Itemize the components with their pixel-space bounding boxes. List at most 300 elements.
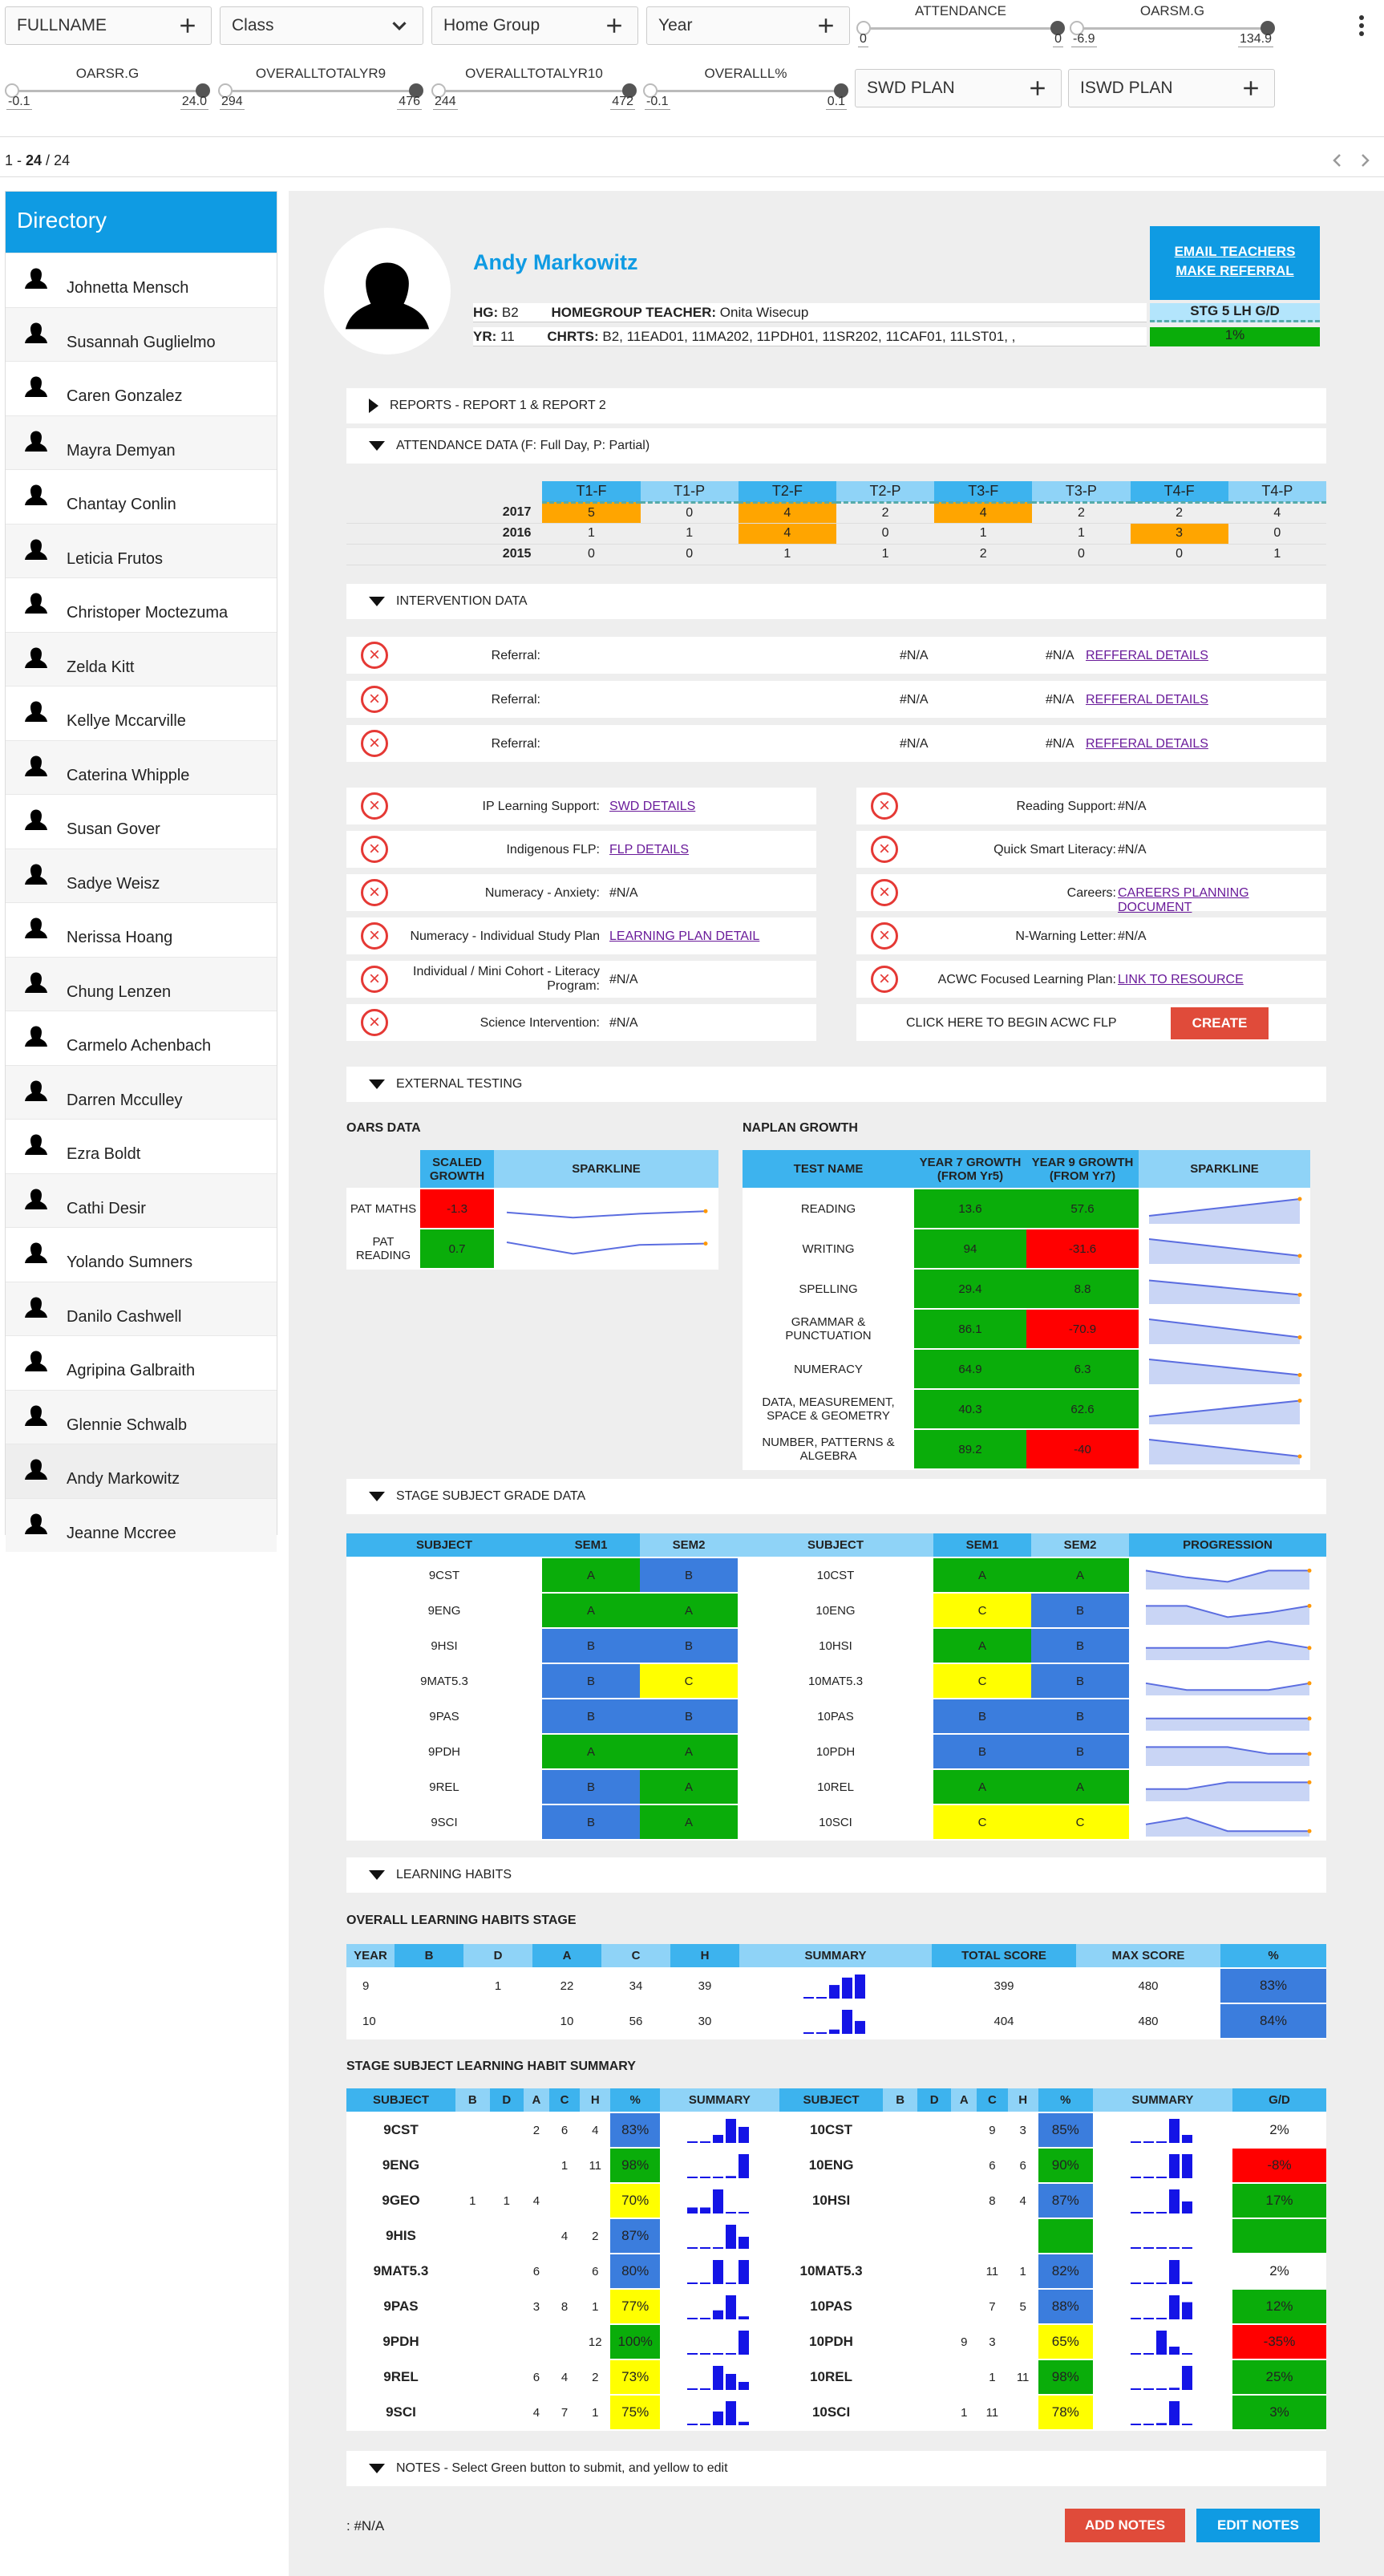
habits-overall-row: 10 10 56 30 404 480 84%	[346, 2003, 1326, 2039]
caret-down-icon	[369, 1492, 385, 1501]
person-icon	[20, 642, 52, 674]
naplan-table: TEST NAME YEAR 7 GROWTH (FROM Yr5) YEAR 9 GROWTH (FROM Yr7) SPARKLINE READING 13.6 57.6 WRITING 94 -31.6 SPELLING 29.4 8.8 GRAMMAR & PUNCTUATION 86.1 -70.9 NUMERACY 64.9 6.3 DATA, MEASUREMENT, SPACE & GEOMETRY 40.3 62.6 NUMBER, PATTERNS & ALGEBRA 89.2 -40	[743, 1150, 1310, 1470]
person-icon	[20, 1346, 52, 1378]
oarsr-slider[interactable]: OARSR.G -0.1 24.0	[5, 66, 210, 122]
summary-bar	[1131, 2141, 1141, 2143]
attendance-cell: 1	[739, 544, 836, 565]
naplan-row: NUMERACY 64.9 6.3	[743, 1349, 1310, 1389]
summary-bar	[726, 2225, 736, 2249]
summary-chart	[1131, 2153, 1195, 2178]
habits-subject-row: 9CST 2 6 4 83% 10CST 9 3 85% 2%	[346, 2112, 1326, 2148]
summary-bar	[1143, 2424, 1154, 2425]
summary-bar	[1169, 2154, 1180, 2178]
directory-item[interactable]: Carmelo Achenbach	[6, 1011, 277, 1065]
close-circle-icon: ×	[871, 792, 898, 820]
summary-bar	[855, 1975, 865, 1999]
person-icon	[20, 696, 52, 728]
summary-bar	[700, 2353, 710, 2355]
summary-bar	[726, 2295, 736, 2319]
directory-item[interactable]: Jeanne Mccree	[6, 1498, 277, 1553]
summary-bar	[687, 2353, 698, 2355]
close-circle-icon: ×	[361, 922, 388, 950]
summary-bar	[1143, 2353, 1154, 2355]
close-circle-icon: ×	[361, 792, 388, 820]
attendance-cell: 0	[1228, 523, 1326, 544]
attendance-table: T1-F T1-P T2-F T2-P T3-F T3-P T4-F T4-P 2017 5 0 4 2 4 2 2 4 2016 1 1 4 0 1 1 3 0 2015 0 0 1 1 2 0 0 1	[346, 481, 1326, 565]
attendance-section-toggle[interactable]: ATTENDANCE DATA (F: Full Day, P: Partial)	[346, 428, 1326, 464]
directory-item[interactable]: Susan Gover	[6, 794, 277, 849]
support-link[interactable]: SWD DETAILS	[609, 800, 696, 813]
summary-bar	[726, 2119, 736, 2143]
directory-panel	[5, 191, 277, 1542]
attendance-row: 2016 1 1 4 0 1 1 3 0	[346, 523, 1326, 544]
chevron-down-icon	[387, 14, 411, 38]
person-icon	[20, 967, 52, 999]
support-row: × Careers: CAREERS PLANNING DOCUMENT	[856, 874, 1326, 911]
summary-bar	[726, 2353, 736, 2355]
intervention-section-toggle[interactable]: INTERVENTION DATA	[346, 584, 1326, 619]
grade-row: 9REL B A 10REL A A	[346, 1769, 1326, 1804]
person-icon	[20, 1184, 52, 1216]
summary-bar	[739, 2422, 749, 2425]
summary-bar	[700, 2388, 710, 2390]
oars-table: SCALED GROWTH SPARKLINE PAT MATHS -1.3 PAT READING 0.7	[346, 1150, 718, 1270]
directory-item[interactable]: Agripina Galbraith	[6, 1335, 277, 1390]
summary-chart	[803, 2008, 868, 2034]
summary-bar	[739, 2237, 749, 2249]
student-name: Andy Markowitz	[473, 250, 638, 274]
summary-bar	[700, 2247, 710, 2249]
edit-notes-button[interactable]: EDIT NOTES	[1196, 2509, 1320, 2542]
grade-row: 9ENG A A 10ENG C B	[346, 1593, 1326, 1628]
create-acwc-button[interactable]: CREATE	[1171, 1007, 1269, 1039]
summary-bar	[1169, 2119, 1180, 2143]
summary-chart	[1131, 2329, 1195, 2355]
summary-bar	[1182, 2154, 1192, 2178]
directory-item[interactable]: Kellye Mccarville	[6, 686, 277, 740]
external-section-toggle[interactable]: EXTERNAL TESTING	[346, 1067, 1326, 1102]
sparkline	[1141, 1561, 1314, 1590]
oarsm-slider[interactable]: OARSM.G -6.9 134.9	[1070, 3, 1275, 59]
stage-grade-section-toggle[interactable]: STAGE SUBJECT GRADE DATA	[346, 1479, 1326, 1514]
attendance-cell: 4	[1228, 502, 1326, 523]
sparkline	[502, 1233, 710, 1265]
summary-chart	[687, 2223, 751, 2249]
close-circle-icon: ×	[361, 642, 388, 669]
directory-title: Directory	[6, 192, 277, 253]
summary-bar	[687, 2247, 698, 2249]
summary-bar	[1169, 2388, 1180, 2390]
summary-bar	[829, 1985, 840, 1999]
iswd-plan-filter[interactable]: ISWD PLAN	[1068, 69, 1275, 107]
caret-right-icon	[369, 399, 378, 413]
summary-bar	[687, 2388, 698, 2390]
summary-bar	[726, 2176, 736, 2178]
stage-badge: STG 5 LH G/D	[1150, 303, 1320, 322]
reports-section-toggle[interactable]: REPORTS - REPORT 1 & REPORT 2	[346, 388, 1326, 423]
directory-item[interactable]: Zelda Kitt	[6, 632, 277, 687]
directory-item[interactable]: Susannah Guglielmo	[6, 307, 277, 362]
close-circle-icon: ×	[361, 686, 388, 713]
fullname-filter[interactable]: FULLNAME	[5, 6, 212, 45]
oars-title: OARS DATA	[346, 1121, 421, 1135]
naplan-row: DATA, MEASUREMENT, SPACE & GEOMETRY 40.3 62.6	[743, 1389, 1310, 1429]
attendance-cell: 0	[1032, 544, 1130, 565]
directory-item[interactable]: Cathi Desir	[6, 1173, 277, 1228]
summary-bar	[1169, 2401, 1180, 2425]
attendance-row: 2015 0 0 1 1 2 0 0 1	[346, 544, 1326, 565]
summary-bar	[726, 2401, 736, 2425]
student-hg-row: HG: B2 HOMEGROUP TEACHER: Onita Wisecup	[473, 303, 1147, 322]
summary-bar	[829, 2030, 840, 2034]
directory-item[interactable]: Mayra Demyan	[6, 415, 277, 470]
summary-bar	[1182, 2201, 1192, 2213]
referral-details-link[interactable]: REFFERAL DETAILS	[1086, 737, 1208, 751]
summary-bar	[739, 2212, 749, 2213]
summary-bar	[1143, 2212, 1154, 2213]
naplan-row: READING 13.6 57.6	[743, 1189, 1310, 1229]
summary-bar	[1182, 2424, 1192, 2425]
summary-bar	[842, 1978, 852, 1999]
oars-row: PAT READING 0.7	[346, 1229, 718, 1269]
chevron-right-icon[interactable]	[1355, 151, 1374, 170]
support-link[interactable]: LEARNING PLAN DETAIL	[609, 930, 760, 943]
caret-down-icon	[369, 1870, 385, 1880]
close-circle-icon: ×	[361, 1009, 388, 1036]
attendance-cell: 0	[641, 544, 739, 565]
summary-chart	[687, 2294, 751, 2319]
summary-bar	[1131, 2282, 1141, 2284]
plus-icon	[602, 14, 626, 38]
habits-overall-row: 9 1 22 34 39 399 480 83%	[346, 1968, 1326, 2003]
summary-bar	[687, 2318, 698, 2319]
summary-bar	[1169, 2189, 1180, 2213]
summary-chart	[687, 2329, 751, 2355]
summary-bar	[739, 2154, 749, 2178]
support-link[interactable]: FLP DETAILS	[609, 843, 689, 857]
plus-icon	[176, 14, 200, 38]
summary-bar	[1182, 2247, 1192, 2249]
summary-chart	[1131, 2223, 1195, 2249]
year-filter[interactable]: Year	[646, 6, 850, 45]
attendance-cell: 4	[934, 502, 1032, 523]
directory-item[interactable]: Yolando Sumners	[6, 1227, 277, 1282]
sparkline	[1141, 1808, 1314, 1837]
summary-bar	[687, 2424, 698, 2425]
referral-row: × Referral: #N/A #N/A REFFERAL DETAILS	[346, 681, 1326, 718]
attendance-cell: 1	[934, 523, 1032, 544]
email-referral-button[interactable]: EMAIL TEACHERS MAKE REFERRAL	[1150, 226, 1320, 300]
overall-y10-slider[interactable]: OVERALLTOTALYR10 244 472	[431, 66, 637, 122]
attendance-cell: 0	[1131, 544, 1228, 565]
close-circle-icon: ×	[361, 966, 388, 993]
add-notes-button[interactable]: ADD NOTES	[1065, 2509, 1185, 2542]
attendance-cell: 2	[934, 544, 1032, 565]
summary-chart	[687, 2117, 751, 2143]
habits-subject-row: 9MAT5.3 6 6 80% 10MAT5.3 11 1 82% 2%	[346, 2254, 1326, 2289]
caret-down-icon	[369, 441, 385, 451]
sparkline	[502, 1193, 710, 1225]
summary-bar	[1156, 2388, 1167, 2390]
directory-item[interactable]: Chung Lenzen	[6, 957, 277, 1011]
summary-bar	[803, 1997, 814, 1999]
summary-bar	[1143, 2177, 1154, 2178]
naplan-row: NUMBER, PATTERNS & ALGEBRA 89.2 -40	[743, 1429, 1310, 1469]
sparkline	[1141, 1737, 1314, 1766]
support-row: × IP Learning Support: SWD DETAILS	[346, 788, 816, 824]
summary-bar	[726, 2282, 736, 2284]
close-circle-icon: ×	[871, 879, 898, 906]
summary-bar	[1169, 2295, 1180, 2319]
summary-bar	[700, 2318, 710, 2319]
plus-icon	[1026, 76, 1050, 100]
person-icon	[20, 913, 52, 945]
attendance-cell: 4	[739, 502, 836, 523]
summary-bar	[842, 2010, 852, 2034]
directory-item[interactable]: Nerissa Hoang	[6, 902, 277, 957]
naplan-row: SPELLING 29.4 8.8	[743, 1269, 1310, 1309]
support-row: × Numeracy - Anxiety: #N/A	[346, 874, 816, 911]
summary-bar	[816, 2032, 827, 2034]
chevron-left-icon[interactable]	[1328, 151, 1347, 170]
support-row: × Numeracy - Individual Study Plan LEARNING PLAN DETAIL	[346, 917, 816, 954]
person-icon	[20, 1021, 52, 1053]
summary-bar	[1143, 2247, 1154, 2249]
summary-bar	[687, 2208, 698, 2214]
support-row: × N-Warning Letter: #N/A	[856, 917, 1326, 954]
person-icon	[20, 480, 52, 512]
support-row: × ACWC Focused Learning Plan: LINK TO RESOURCE	[856, 961, 1326, 998]
summary-bar	[855, 2021, 865, 2034]
summary-bar	[1156, 2141, 1167, 2143]
summary-chart	[687, 2364, 751, 2390]
summary-bar	[1182, 2135, 1192, 2143]
sparkline	[1141, 1631, 1314, 1660]
student-yr-row: YR: 11 CHRTS: B2, 11EAD01, 11MA202, 11PDH01, 11SR202, 11CAF01, 11LST01, ,	[473, 327, 1147, 346]
summary-bar	[1143, 2388, 1154, 2390]
summary-bar	[1131, 2212, 1141, 2213]
attendance-cell: 1	[542, 523, 640, 544]
swd-plan-filter[interactable]: SWD PLAN	[855, 69, 1062, 107]
attendance-cell: 2	[836, 502, 934, 523]
summary-bar	[1131, 2177, 1141, 2178]
referral-details-link[interactable]: REFFERAL DETAILS	[1086, 693, 1208, 707]
plus-icon	[1239, 76, 1263, 100]
summary-chart	[1131, 2400, 1195, 2425]
summary-chart	[687, 2153, 751, 2178]
habits-subject-row: 9REL 6 4 2 73% 10REL 1 11 98% 25%	[346, 2359, 1326, 2395]
attendance-cell: 4	[739, 523, 836, 544]
attendance-cell: 5	[542, 502, 640, 523]
overall-y9-slider[interactable]: OVERALLTOTALYR9 294 476	[218, 66, 423, 122]
summary-bar	[739, 2382, 749, 2390]
summary-bar	[713, 2135, 723, 2143]
close-circle-icon: ×	[871, 836, 898, 863]
directory-item[interactable]: Caren Gonzalez	[6, 361, 277, 415]
summary-bar	[1169, 2347, 1180, 2355]
close-circle-icon: ×	[361, 836, 388, 863]
summary-bar	[1131, 2247, 1141, 2249]
attendance-cell: 1	[641, 523, 739, 544]
support-row: × Indigenous FLP: FLP DETAILS	[346, 831, 816, 868]
grade-row: 9PDH A A 10PDH B B	[346, 1734, 1326, 1769]
summary-bar	[1182, 2366, 1192, 2390]
grade-row: 9SCI B A 10SCI C C	[346, 1804, 1326, 1840]
summary-bar	[700, 2424, 710, 2425]
class-filter[interactable]: Class	[220, 6, 423, 45]
attendance-cell: 3	[1131, 523, 1228, 544]
pager-status: 1 - 24 / 24	[5, 152, 71, 168]
attendance-cell: 2	[1032, 502, 1130, 523]
summary-bar	[739, 2331, 749, 2355]
summary-chart	[1131, 2364, 1195, 2390]
caret-down-icon	[369, 2464, 385, 2473]
acwc-row: CLICK HERE TO BEGIN ACWC FLP CREATE	[856, 1004, 1326, 1041]
naplan-row: GRAMMAR & PUNCTUATION 86.1 -70.9	[743, 1309, 1310, 1349]
person-icon	[20, 859, 52, 891]
summary-bar	[816, 1997, 827, 1999]
summary-bar	[700, 2177, 710, 2178]
attendance-cell: 1	[836, 544, 934, 565]
habits-subject-row: 9HIS 4 2 87%	[346, 2218, 1326, 2254]
directory-item[interactable]: Chantay Conlin	[6, 469, 277, 524]
directory-item[interactable]: Sadye Weisz	[6, 849, 277, 903]
overall-pct-slider[interactable]: OVERALLL% -0.1 0.1	[643, 66, 848, 122]
support-link[interactable]: LINK TO RESOURCE	[1118, 973, 1244, 986]
more-vert-icon[interactable]	[1352, 13, 1371, 38]
summary-chart	[687, 2188, 751, 2213]
person-icon	[20, 1454, 52, 1486]
summary-bar	[726, 2212, 736, 2213]
notes-text: : #N/A	[346, 2518, 385, 2533]
person-icon	[20, 1129, 52, 1161]
summary-bar	[687, 2177, 698, 2178]
grade-row: 9HSI B B 10HSI A B	[346, 1628, 1326, 1663]
summary-bar	[1156, 2331, 1167, 2355]
directory-item[interactable]: Christoper Moctezuma	[6, 577, 277, 632]
close-circle-icon: ×	[871, 966, 898, 993]
support-row: × Science Intervention: #N/A	[346, 1004, 816, 1041]
directory-item[interactable]: Glennie Schwalb	[6, 1390, 277, 1444]
directory-item[interactable]: Leticia Frutos	[6, 524, 277, 578]
support-row: × Individual / Mini Cohort - Literacy Program: #N/A	[346, 961, 816, 998]
summary-bar	[700, 2141, 710, 2143]
sparkline	[1141, 1702, 1314, 1731]
summary-bar	[1156, 2423, 1167, 2425]
summary-bar	[1182, 2303, 1192, 2319]
habits-subject-title: STAGE SUBJECT LEARNING HABIT SUMMARY	[346, 2060, 636, 2073]
home-group-filter[interactable]: Home Group	[431, 6, 638, 45]
directory-item[interactable]: Caterina Whipple	[6, 740, 277, 795]
caret-down-icon	[369, 597, 385, 606]
habits-overall-table: YEAR B D A C H SUMMARY TOTAL SCORE MAX SCORE % 9 1 22 34 39 399 480 83% 10 10 56 30 404 480 84%	[346, 1944, 1326, 2039]
summary-bar	[1156, 2247, 1167, 2249]
directory-item[interactable]: Andy Markowitz	[6, 1444, 277, 1498]
directory-item[interactable]: Johnetta Mensch	[6, 253, 277, 307]
attendance-cell: 0	[836, 523, 934, 544]
attendance-cell: 2	[1131, 502, 1228, 523]
grade-row: 9CST A B 10CST A A	[346, 1557, 1326, 1593]
summary-chart	[1131, 2188, 1195, 2213]
support-row: × Quick Smart Literacy: #N/A	[856, 831, 1326, 868]
summary-bar	[687, 2141, 698, 2143]
growth-pct-badge: 1%	[1150, 327, 1320, 346]
sparkline	[1141, 1667, 1314, 1695]
sparkline	[1144, 1354, 1305, 1384]
support-row: × Reading Support: #N/A	[856, 788, 1326, 824]
close-circle-icon: ×	[361, 879, 388, 906]
summary-chart	[1131, 2258, 1195, 2284]
summary-bar	[713, 2247, 723, 2249]
habits-section-toggle[interactable]: LEARNING HABITS	[346, 1857, 1326, 1893]
sparkline	[1141, 1596, 1314, 1625]
referral-details-link[interactable]: REFFERAL DETAILS	[1086, 649, 1208, 662]
summary-bar	[1169, 2260, 1180, 2284]
summary-bar	[713, 2353, 723, 2355]
habits-overall-title: OVERALL LEARNING HABITS STAGE	[346, 1914, 577, 1927]
summary-bar	[713, 2311, 723, 2319]
sparkline	[1144, 1193, 1305, 1224]
attendance-cell: 1	[1032, 523, 1130, 544]
directory-item[interactable]: Darren Mcculley	[6, 1065, 277, 1120]
attendance-cell: 0	[641, 502, 739, 523]
close-circle-icon: ×	[871, 922, 898, 950]
oars-row: PAT MATHS -1.3	[346, 1189, 718, 1229]
person-icon	[20, 426, 52, 458]
attendance-row: 2017 5 0 4 2 4 2 2 4	[346, 502, 1326, 523]
support-link[interactable]: CAREERS PLANNING DOCUMENT	[1118, 886, 1249, 914]
summary-bar	[700, 2282, 710, 2284]
naplan-row: WRITING 94 -31.6	[743, 1229, 1310, 1269]
person-icon	[20, 1237, 52, 1270]
summary-bar	[713, 2260, 723, 2284]
summary-chart	[1131, 2294, 1195, 2319]
summary-chart	[1131, 2117, 1195, 2143]
summary-bar	[739, 2260, 749, 2284]
summary-bar	[1156, 2282, 1167, 2284]
attendance-slider[interactable]: ATTENDANCE 0 0	[856, 3, 1065, 59]
summary-bar	[1182, 2353, 1192, 2355]
sparkline	[1141, 1772, 1314, 1801]
naplan-title: NAPLAN GROWTH	[743, 1121, 858, 1135]
summary-bar	[803, 2032, 814, 2034]
sparkline	[1144, 1434, 1305, 1464]
notes-section-toggle[interactable]: NOTES - Select Green button to submit, and yellow to edit	[346, 2451, 1326, 2486]
plus-icon	[814, 14, 838, 38]
directory-item[interactable]: Danilo Cashwell	[6, 1282, 277, 1336]
sparkline	[1144, 1233, 1305, 1264]
habits-subject-row: 9PAS 3 8 1 77% 10PAS 7 5 88% 12%	[346, 2289, 1326, 2324]
summary-bar	[1156, 2212, 1167, 2213]
summary-bar	[726, 2374, 736, 2390]
referral-row: × Referral: #N/A #N/A REFFERAL DETAILS	[346, 725, 1326, 762]
summary-bar	[1156, 2318, 1167, 2319]
referral-row: × Referral: #N/A #N/A REFFERAL DETAILS	[346, 637, 1326, 674]
directory-item[interactable]: Ezra Boldt	[6, 1119, 277, 1173]
avatar	[324, 228, 451, 354]
summary-bar	[713, 2366, 723, 2390]
attendance-cell: 0	[542, 544, 640, 565]
summary-bar	[739, 2316, 749, 2319]
person-icon	[20, 263, 52, 295]
grade-table: SUBJECT SEM1 SEM2 SUBJECT SEM1 SEM2 PROGRESSION 9CST A B 10CST A A 9ENG A A 10ENG C B 9HSI B B 10HSI A B 9MAT5.3 B C 10MAT5.3 C B 9PAS B B 10PAS B B 9PDH A A 10PDH B B 9REL B A 10REL A A 9SCI B A 10SCI C C	[346, 1533, 1326, 1841]
sparkline	[1144, 1394, 1305, 1424]
sparkline	[1144, 1274, 1305, 1304]
summary-bar	[713, 2177, 723, 2178]
summary-chart	[687, 2258, 751, 2284]
summary-bar	[713, 2412, 723, 2425]
attendance-cell: 1	[1228, 544, 1326, 565]
